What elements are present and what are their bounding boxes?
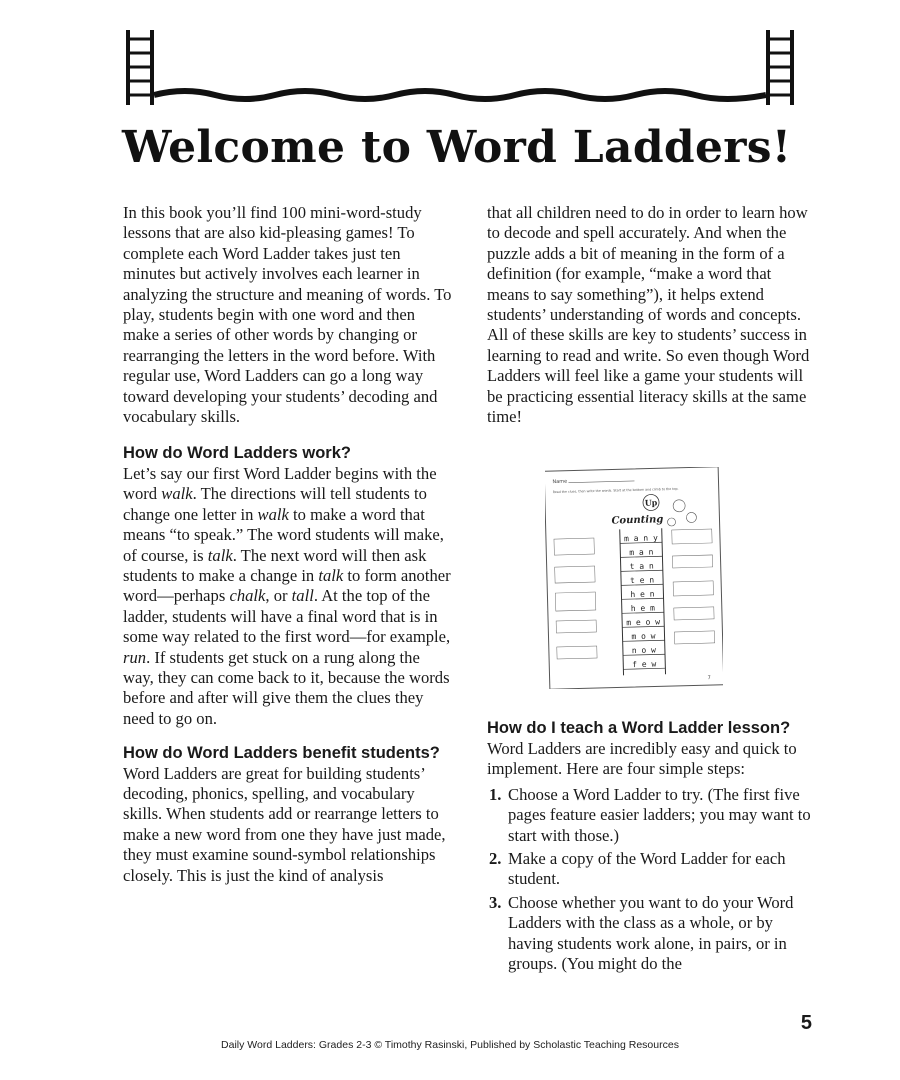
worksheet-name-label: Name [552, 479, 568, 486]
step-number: 3. [489, 892, 502, 912]
ladder-word: m a n [629, 547, 654, 558]
ladder-word: h e n [630, 589, 655, 600]
list-item [487, 893, 817, 975]
ladder-word: m e o w [626, 617, 661, 628]
how-work-heading: How do Word Ladders work? [123, 444, 351, 463]
ladder-word: h e m [630, 603, 655, 614]
worksheet-title: Counting [611, 514, 664, 528]
step-text: Choose whether you want to do your Word Ladders with the class as a whole, or by having students work alone, in pairs, or in groups. (You might do the [508, 892, 794, 973]
intro-paragraph: In this book you’ll find 100 mini-word-study lessons that are also kid-pleasing games! To complete each Word Ladder takes just ten minutes but actively involves each learner in analyzing the structure and meaning of words. To play, students begin with one word and then make a series of other words by changing or rearranging the letters in the word before. With regular use, Word Ladders can go a long way toward developing your students’ decoding and vocabulary skills. [123, 203, 452, 427]
example-word: chalk [229, 586, 266, 606]
teach-intro: Word Ladders are incredibly easy and quick to implement. Here are four simple steps: [487, 738, 797, 779]
example-word: walk [257, 504, 289, 524]
how-work-paragraph: Let’s say our first Word Ladder begins with the word walk. The directions will tell students to change one letter in walk to make a word that means “to speak.” The word students will make, of course, is talk. The next word will then ask students to make a change in talk to form another word—perhaps chalk, or tall. At the top of the ladder, students will have a final word that is in some way related to the first word—for example, run. If students get stuck on a rung along the way, they can come back to it, because the words before and after will give them the clues they need to go on. [123, 463, 451, 728]
ladder-icon [768, 30, 792, 105]
ladder-word: n o w [631, 645, 657, 656]
ladder-word: t a n [629, 561, 654, 572]
benefit-paragraph: Word Ladders are great for building students’ decoding, phonics, spelling, and vocabulary skills. When students add or rearrange letters to make a new word from one they have just made, they must examine sound-symbol relationships closely. This is just the kind of analysis [123, 763, 446, 885]
step-number: 1. [489, 784, 502, 804]
ladder-icon [128, 30, 152, 105]
list-item [487, 849, 817, 890]
steps-list [487, 785, 817, 975]
continuation-paragraph: that all children need to do in order to learn how to decode and spell accurately. And when the puzzle adds a bit of meaning in the form of a definition (for example, “make a word that means to say something”), it helps extend students’ understanding of words and concepts. All of these skills are key to students’ success in learning to read and write. So even though Word Ladders will feel like a game your students will be practicing essential literacy skills at the same time! [487, 203, 810, 427]
ladder-word: m o w [631, 631, 656, 642]
right-column [487, 203, 817, 977]
ladder-word: m a n y [623, 533, 658, 544]
footer-credit: Daily Word Ladders: Grades 2-3 © Timothy Rasinski, Published by Scholastic Teaching Resources [221, 1039, 679, 1051]
worksheet-badge: Up [644, 497, 658, 509]
step-text: Make a copy of the Word Ladder for each student. [508, 848, 786, 889]
worksheet-directions: Read the clues, then write the words. Start at the bottom and climb to the top. [552, 487, 679, 495]
example-word: walk [161, 484, 193, 504]
left-column [123, 203, 453, 886]
step-number: 2. [489, 848, 502, 868]
example-word: talk [207, 545, 233, 565]
sample-worksheet-image [545, 467, 723, 689]
step-text: Choose a Word Ladder to try. (The first five pages feature easier ladders; you may want to start with those.) [508, 784, 811, 845]
example-word: talk [318, 565, 344, 585]
page-title: Welcome to Word Ladders! [122, 122, 792, 173]
example-word: run [123, 647, 147, 667]
ladder-word: t e n [629, 575, 655, 586]
list-item [487, 785, 817, 846]
worksheet-page-no: 7 [707, 675, 711, 682]
teach-heading: How do I teach a Word Ladder lesson? [487, 719, 791, 738]
header-ladder-banner [110, 25, 810, 110]
example-word: tall [291, 586, 314, 606]
ladder-word: f e w [632, 659, 657, 670]
benefit-heading: How do Word Ladders benefit students? [123, 744, 440, 763]
wavy-line [154, 91, 766, 99]
page-number: 5 [800, 1012, 812, 1034]
